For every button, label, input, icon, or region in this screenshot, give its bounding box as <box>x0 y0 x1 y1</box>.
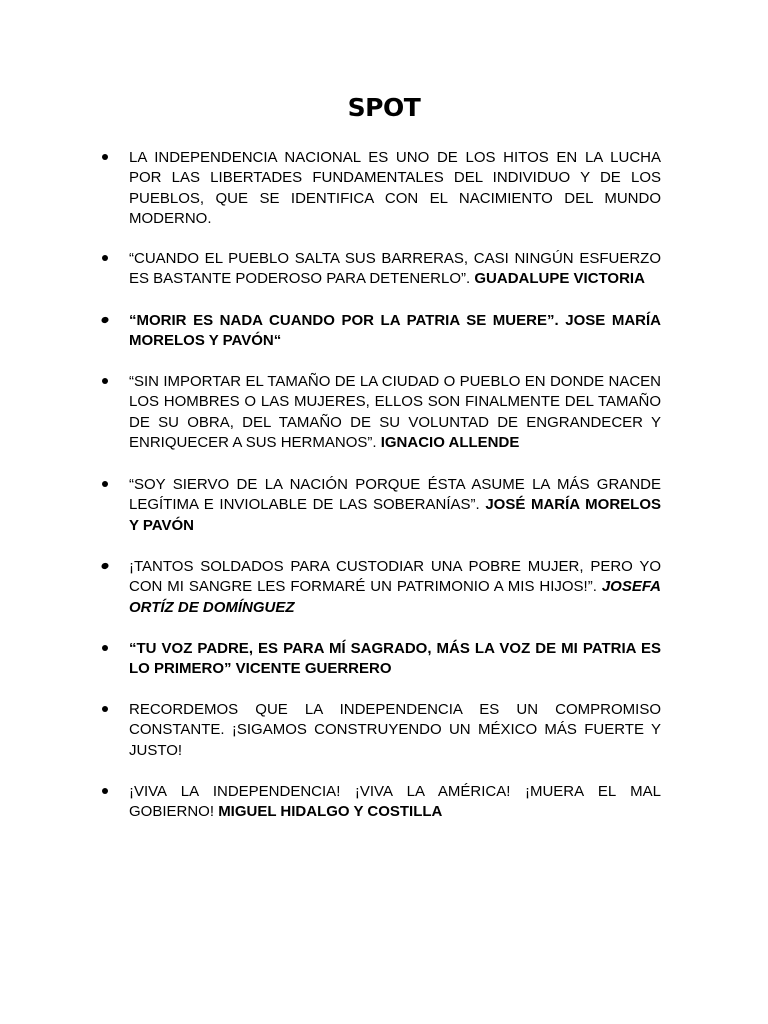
item-text <box>129 475 661 536</box>
item-text <box>129 372 661 453</box>
bullet-icon <box>101 562 110 570</box>
item-body: LA INDEPENDENCIA NACIONAL ES UNO DE LOS HITOS EN LA LUCHA POR LAS LIBERTADES FUNDAMENTALES DEL INDIVIDUO Y DE LOS PUEBLOS, QUE SE IDENTIFICA CON EL NACIMIENTO DEL MUNDO MODERNO. <box>129 149 661 227</box>
item-body: “SOY SIERVO DE LA NACIÓN PORQUE ÉSTA ASUME LA MÁS GRANDE LEGÍTIMA E INVIOLABLE DE LAS SOBERANÍAS”. <box>129 476 661 514</box>
item-text <box>129 782 661 823</box>
bullet-icon <box>102 154 108 160</box>
item-text <box>129 249 661 290</box>
item-text <box>129 639 661 680</box>
item-text <box>129 148 661 229</box>
item-body: RECORDEMOS QUE LA INDEPENDENCIA ES UN COMPROMISO CONSTANTE. ¡SIGAMOS CONSTRUYENDO UN MÉXICO MÁS FUERTE Y JUSTO! <box>129 701 661 759</box>
bullet-icon <box>102 378 108 384</box>
quote-author: GUADALUPE VICTORIA <box>474 270 645 288</box>
item-text <box>129 700 661 761</box>
quote-author: MIGUEL HIDALGO Y COSTILLA <box>218 803 443 821</box>
item-text <box>129 311 661 352</box>
page-title: SPOT <box>347 93 421 122</box>
bullet-icon <box>102 706 108 712</box>
item-body: “MORIR ES NADA CUANDO POR LA PATRIA SE MUERE”. JOSE MARÍA MORELOS Y PAVÓN“ <box>129 312 661 350</box>
bullet-icon <box>102 481 108 487</box>
item-body: “TU VOZ PADRE, ES PARA MÍ SAGRADO, MÁS LA VOZ DE MI PATRIA ES LO PRIMERO” VICENTE GUERRERO <box>129 640 661 678</box>
quote-author: IGNACIO ALLENDE <box>380 433 520 451</box>
item-body: “SIN IMPORTAR EL TAMAÑO DE LA CIUDAD O PUEBLO EN DONDE NACEN LOS HOMBRES O LAS MUJERES, ELLOS SON FINALMENTE DEL TAMAÑO DE SU OBRA, DEL TAMAÑO DE SU VOLUNTAD DE ENGRANDECER Y ENRIQUECER A SUS HERMANOS”. <box>129 373 661 451</box>
bullet-icon <box>102 788 108 794</box>
bullet-icon <box>101 316 110 324</box>
item-text <box>129 557 661 618</box>
bullet-icon <box>102 255 108 261</box>
quote-author: JOSÉ MARÍA MORELOS Y PAVÓN <box>129 496 661 534</box>
quote-author: JOSEFA ORTÍZ DE DOMÍNGUEZ <box>129 578 661 616</box>
item-body: ¡VIVA LA INDEPENDENCIA! ¡VIVA LA AMÉRICA! ¡MUERA EL MAL GOBIERNO! <box>129 783 661 821</box>
item-body: ¡TANTOS SOLDADOS PARA CUSTODIAR UNA POBRE MUJER, PERO YO CON MI SANGRE LES FORMARÉ UN PATRIMONIO A MIS HIJOS!”. <box>129 558 661 596</box>
bullet-icon <box>102 645 108 651</box>
item-body: “CUANDO EL PUEBLO SALTA SUS BARRERAS, CASI NINGÚN ESFUERZO ES BASTANTE PODEROSO PARA DETENERLO”. <box>129 250 661 288</box>
